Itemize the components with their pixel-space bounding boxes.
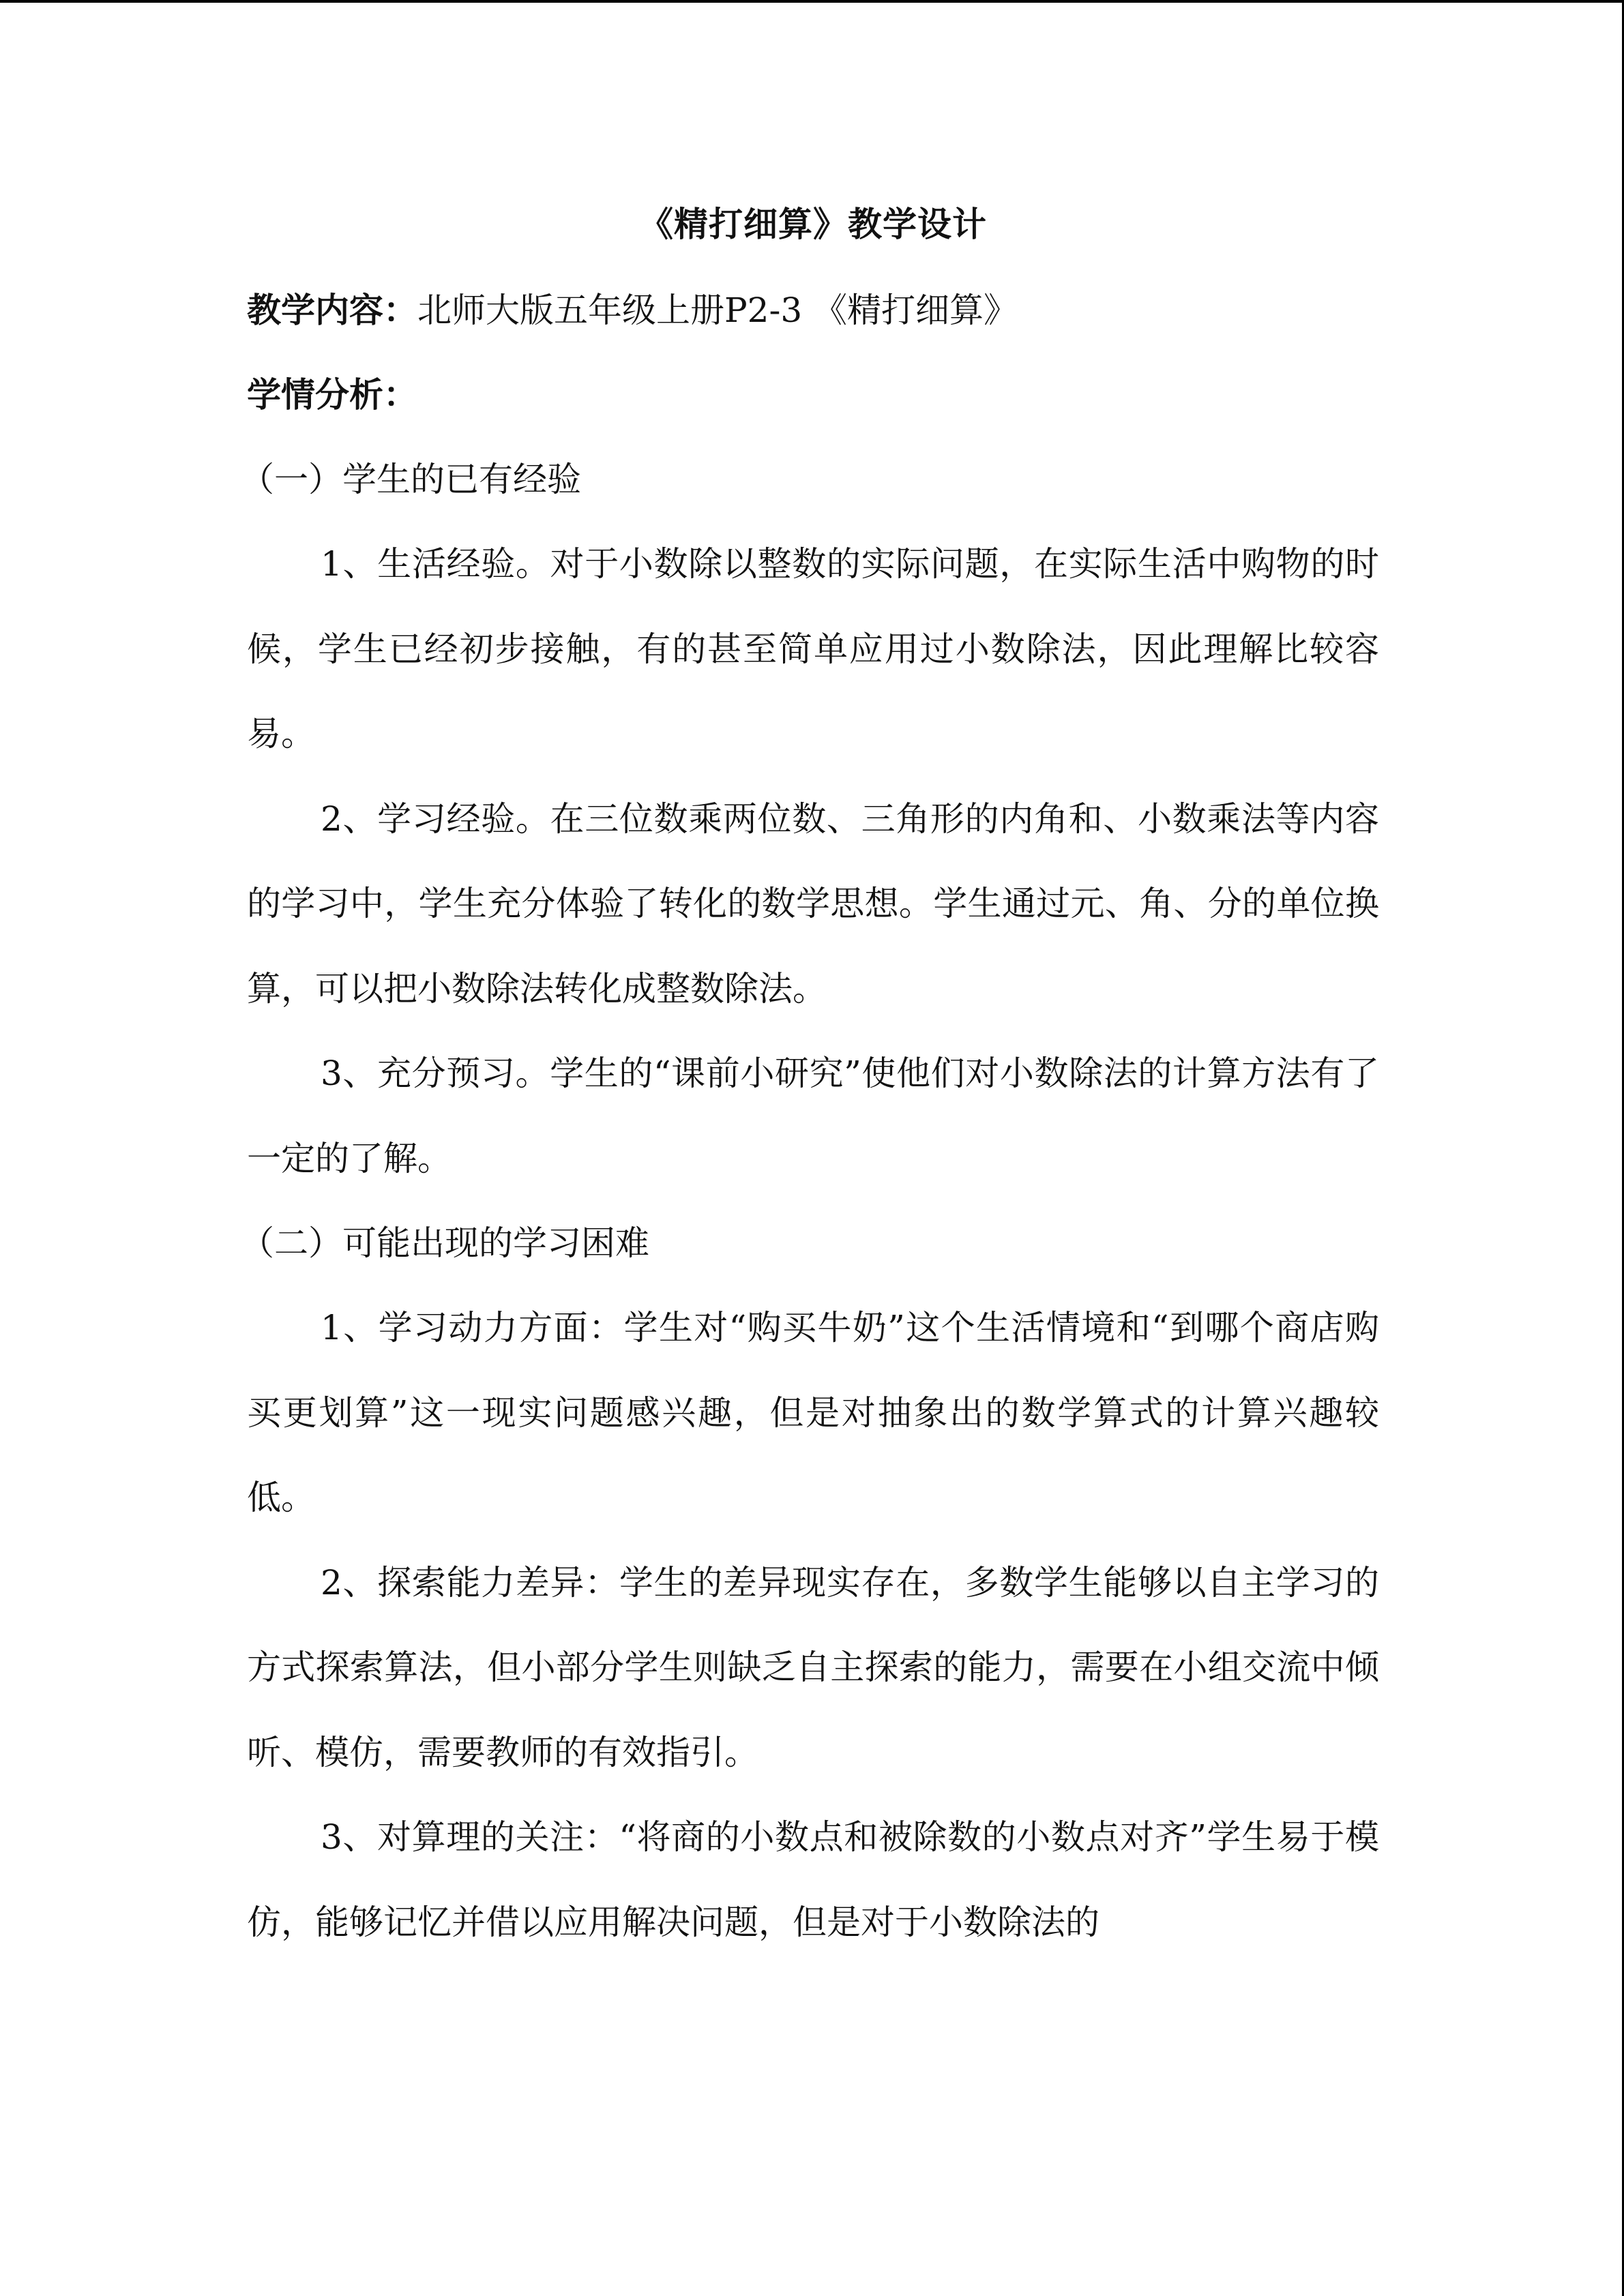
top-border xyxy=(0,0,1624,3)
section-2-title: （二）可能出现的学习困难 xyxy=(240,1223,649,1263)
teaching-content-value: 北师大版五年级上册P2-3 《精打细算》 xyxy=(417,290,1018,330)
section-1-paragraph-3: 3、充分预习。学生的“课前小研究”使他们对小数除法的计算方法有了一定的了解。 xyxy=(247,1054,1379,1178)
document-title: 《精打细算》教学设计 xyxy=(639,205,987,244)
section-2-paragraph-1: 1、学习动力方面：学生对“购买牛奶”这个生活情境和“到哪个商店购买更划算”这一现实问题感兴趣，但是对抽象出的数学算式的计算兴趣较低。 xyxy=(247,1308,1379,1517)
document-body xyxy=(240,193,1379,1965)
section-2-paragraph-3: 3、对算理的关注：“将商的小数点和被除数的小数点对齐”学生易于模仿，能够记忆并借以应用解决问题，但是对于小数除法的 xyxy=(247,1817,1379,1942)
section-1-paragraph-2: 2、学习经验。在三位数乘两位数、三角形的内角和、小数乘法等内容的学习中，学生充分体验了转化的数学思想。学生通过元、角、分的单位换算，可以把小数除法转化成整数除法。 xyxy=(247,799,1379,1009)
teaching-content-line xyxy=(247,268,1379,353)
section-1-paragraph-1: 1、生活经验。对于小数除以整数的实际问题，在实际生活中购物的时候，学生已经初步接触，有的甚至简单应用过小数除法，因此理解比较容易。 xyxy=(247,544,1379,754)
section-2-paragraph-2: 2、探索能力差异：学生的差异现实存在，多数学生能够以自主学习的方式探索算法，但小部分学生则缺乏自主探索的能力，需要在小组交流中倾听、模仿，需要教师的有效指引。 xyxy=(247,1562,1379,1772)
analysis-heading: 学情分析： xyxy=(247,375,417,415)
teaching-content-label: 教学内容： xyxy=(247,290,417,330)
section-1-title: （一）学生的已有经验 xyxy=(240,460,581,499)
